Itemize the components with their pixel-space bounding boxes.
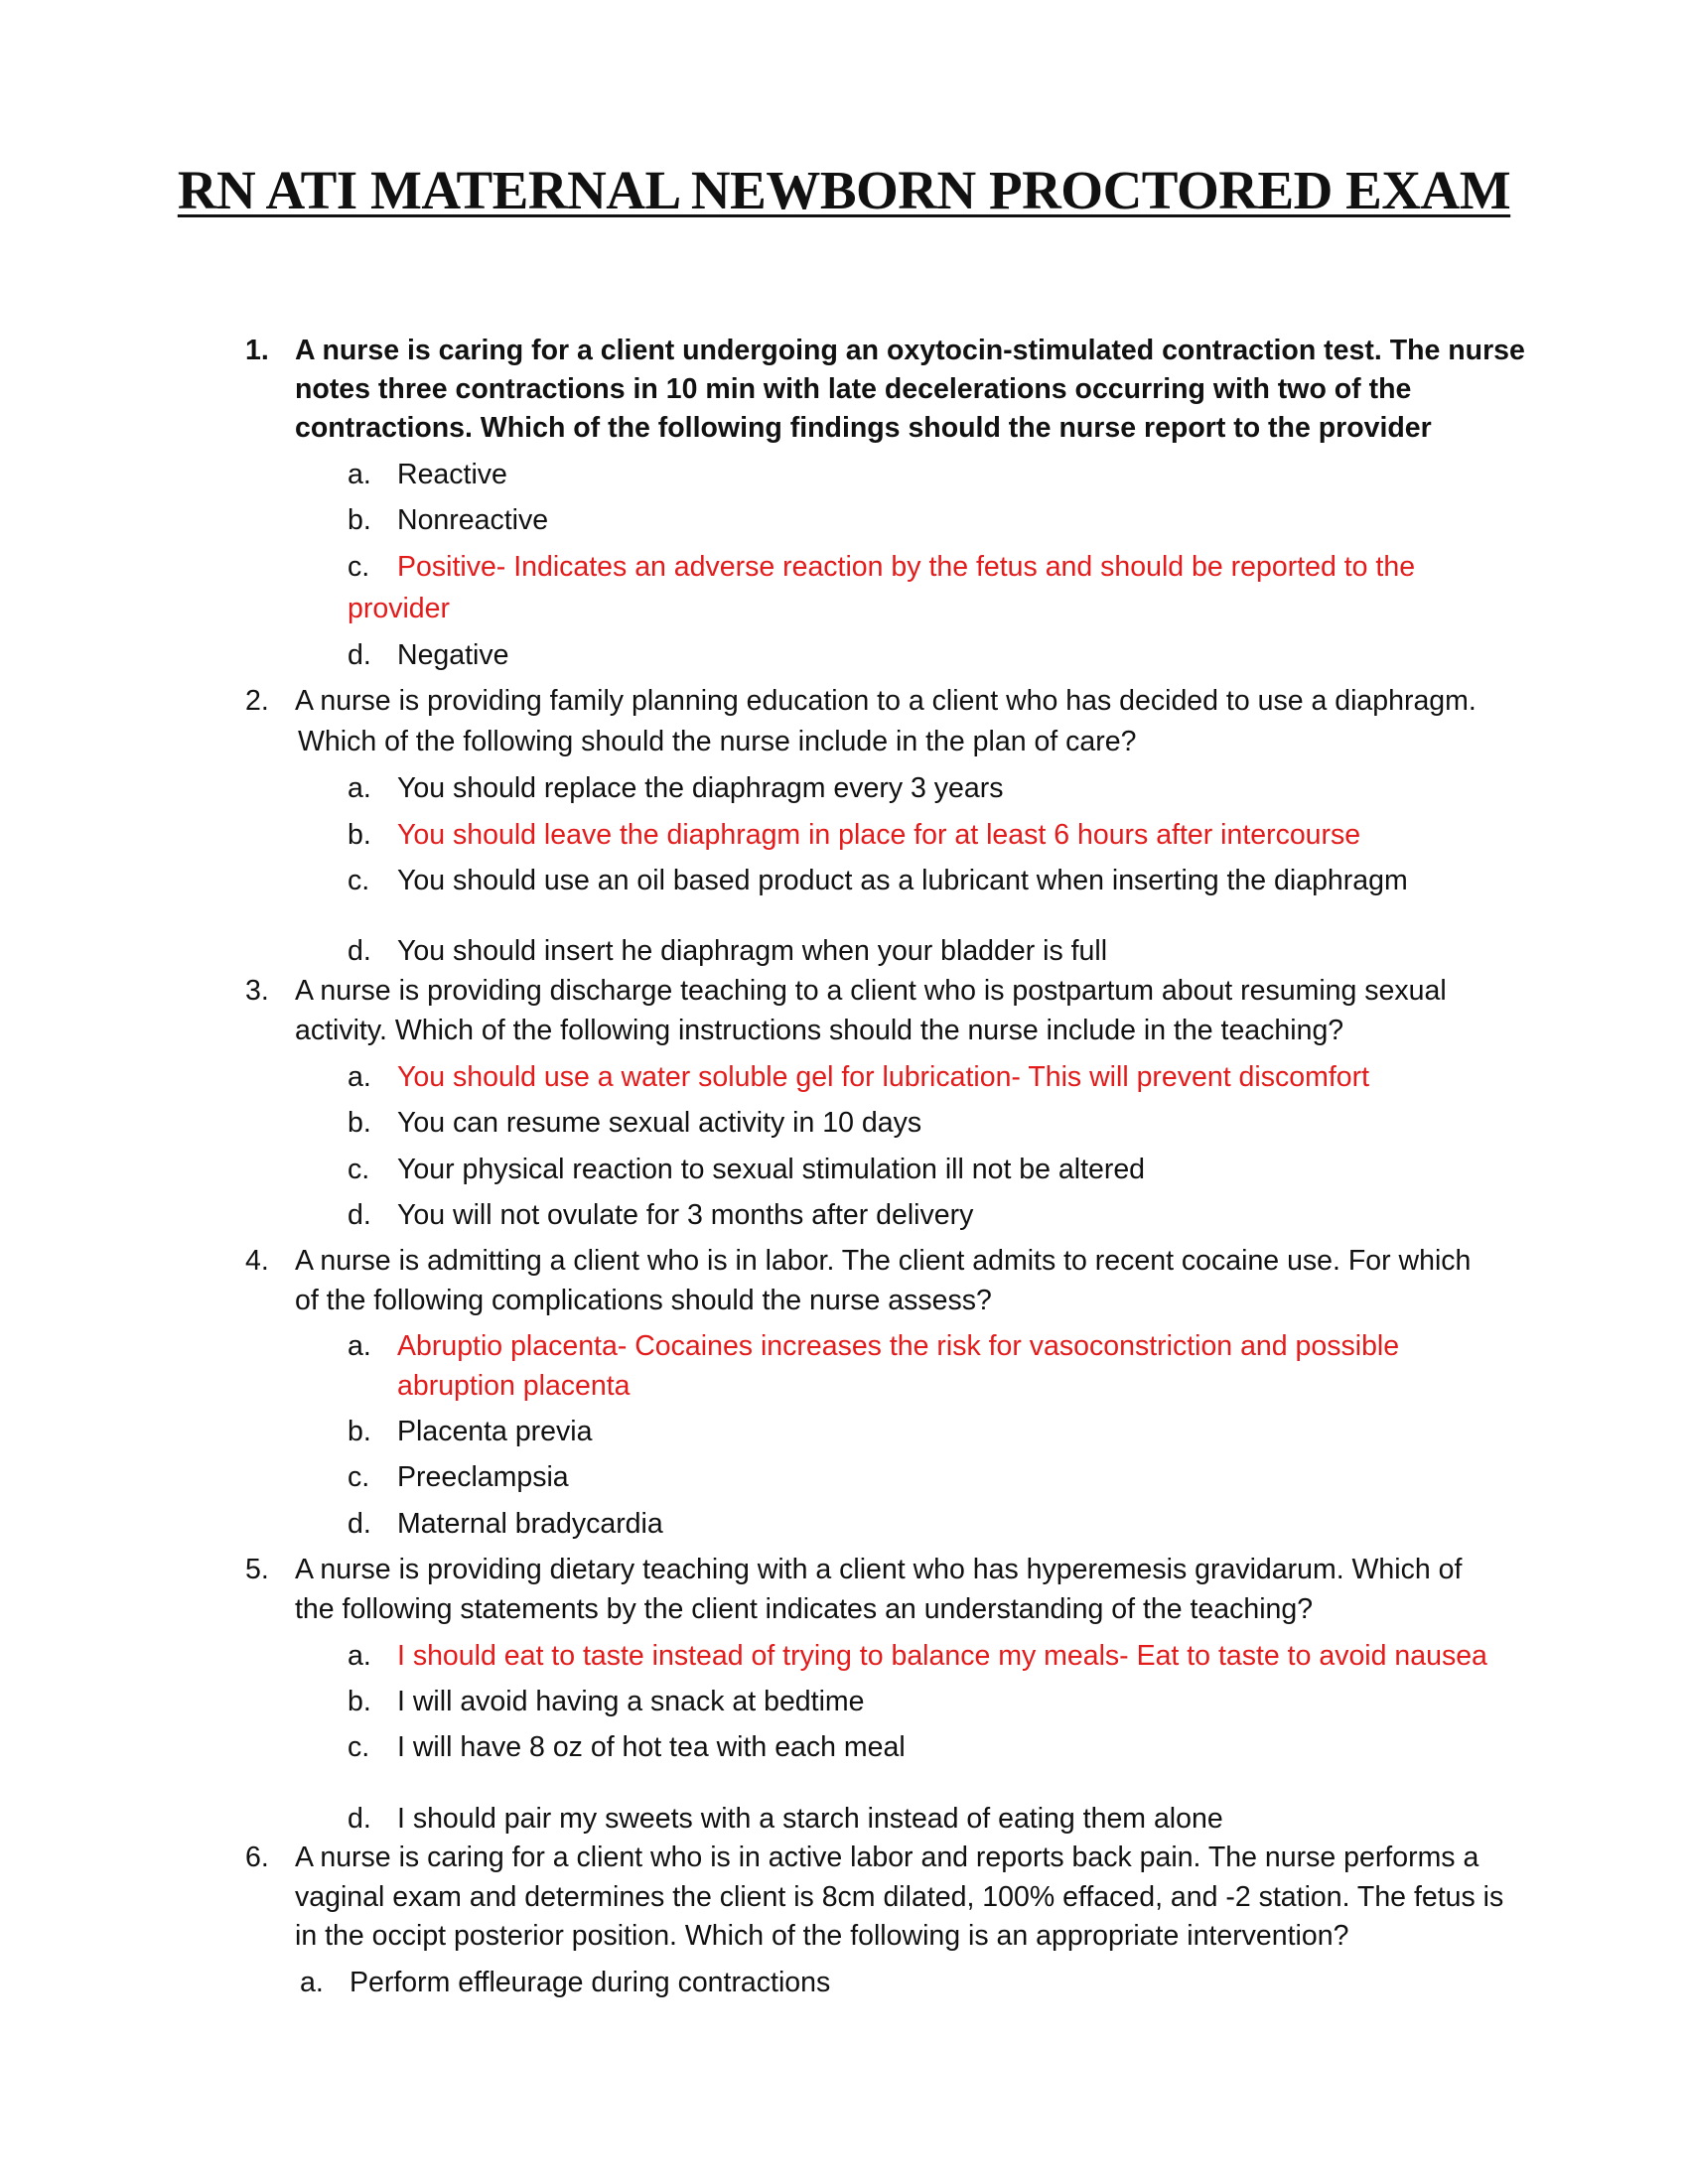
option-letter: a. xyxy=(300,1967,324,1998)
question-number: 6. xyxy=(245,1842,269,1873)
question-stem-line: activity. Which of the following instructions should the nurse include in the teaching? xyxy=(295,1015,1344,1046)
option-letter: a. xyxy=(348,1640,371,1672)
option-letter: c. xyxy=(348,1154,370,1185)
option-text: You should replace the diaphragm every 3 years xyxy=(397,772,1004,804)
question-number: 4. xyxy=(245,1245,269,1277)
option-text: Negative xyxy=(397,639,509,671)
correct-answer-text: You should leave the diaphragm in place for at least 6 hours after intercourse xyxy=(397,819,1361,851)
correct-answer-text: Positive- Indicates an adverse reaction by the fetus and should be reported to the xyxy=(397,551,1416,583)
option-letter: a. xyxy=(348,1061,371,1093)
question-number: 5. xyxy=(245,1554,269,1585)
option-text: Perform effleurage during contractions xyxy=(350,1967,831,1998)
option-letter: b. xyxy=(348,1107,371,1139)
correct-answer-text: Abruptio placenta- Cocaines increases the risk for vasoconstriction and possible xyxy=(397,1330,1400,1362)
question-stem-line: A nurse is providing discharge teaching to a client who is postpartum about resuming sexual xyxy=(295,975,1447,1007)
option-text: You can resume sexual activity in 10 days xyxy=(397,1107,922,1139)
option-letter: c. xyxy=(348,1731,370,1763)
question-stem-line: the following statements by the client indicates an understanding of the teaching? xyxy=(295,1593,1314,1625)
option-letter: b. xyxy=(348,819,371,851)
page-title: RN ATI MATERNAL NEWBORN PROCTORED EXAM xyxy=(177,160,1511,220)
correct-answer-text: abruption placenta xyxy=(397,1370,631,1402)
question-number: 1. xyxy=(245,335,269,366)
option-text: I will have 8 oz of hot tea with each meal xyxy=(397,1731,906,1763)
option-text: You will not ovulate for 3 months after delivery xyxy=(397,1199,974,1231)
option-letter: c. xyxy=(348,865,370,896)
option-text: Reactive xyxy=(397,459,507,490)
option-text: Nonreactive xyxy=(397,504,549,536)
option-letter: c. xyxy=(348,1461,370,1493)
option-letter: d. xyxy=(348,935,371,967)
option-letter: d. xyxy=(348,639,371,671)
option-text: Placenta previa xyxy=(397,1416,593,1447)
option-letter: b. xyxy=(348,1686,371,1717)
question-stem-line: contractions. Which of the following findings should the nurse report to the provider xyxy=(295,412,1432,444)
option-letter: a. xyxy=(348,1330,371,1362)
question-stem-line: A nurse is providing family planning education to a client who has decided to use a diaphragm. xyxy=(295,685,1477,717)
option-text: You should insert he diaphragm when your bladder is full xyxy=(397,935,1108,967)
question-stem-line: A nurse is caring for a client who is in active labor and reports back pain. The nurse performs a xyxy=(295,1842,1479,1873)
question-stem-line: A nurse is providing dietary teaching with a client who has hyperemesis gravidarum. Which of xyxy=(295,1554,1463,1585)
question-number: 3. xyxy=(245,975,269,1007)
question-stem-line: of the following complications should the nurse assess? xyxy=(295,1285,992,1316)
option-text: Your physical reaction to sexual stimulation ill not be altered xyxy=(397,1154,1146,1185)
correct-answer-text: provider xyxy=(348,593,450,624)
question-stem-line: in the occipt posterior position. Which of the following is an appropriate intervention? xyxy=(295,1920,1349,1952)
option-text: Preeclampsia xyxy=(397,1461,569,1493)
question-number: 2. xyxy=(245,685,269,717)
option-text: I should pair my sweets with a starch instead of eating them alone xyxy=(397,1803,1223,1835)
option-letter: b. xyxy=(348,1416,371,1447)
question-stem-line: notes three contractions in 10 min with late decelerations occurring with two of the xyxy=(295,373,1412,405)
option-letter: b. xyxy=(348,504,371,536)
option-text: I will avoid having a snack at bedtime xyxy=(397,1686,865,1717)
question-stem-line: vaginal exam and determines the client is 8cm dilated, 100% effaced, and -2 station. The fetus is xyxy=(295,1881,1504,1913)
correct-answer-text: You should use a water soluble gel for lubrication- This will prevent discomfort xyxy=(397,1061,1370,1093)
option-letter: d. xyxy=(348,1803,371,1835)
option-letter: d. xyxy=(348,1199,371,1231)
option-letter: a. xyxy=(348,772,371,804)
question-stem-line: A nurse is caring for a client undergoing an oxytocin-stimulated contraction test. The nurse xyxy=(295,335,1525,366)
correct-answer-text: I should eat to taste instead of trying to balance my meals- Eat to taste to avoid nausea xyxy=(397,1640,1487,1672)
option-text: You should use an oil based product as a lubricant when inserting the diaphragm xyxy=(397,865,1408,896)
question-stem-line: A nurse is admitting a client who is in labor. The client admits to recent cocaine use. For which xyxy=(295,1245,1472,1277)
option-letter: d. xyxy=(348,1508,371,1540)
question-stem-line: Which of the following should the nurse include in the plan of care? xyxy=(298,726,1137,757)
option-letter: c. xyxy=(348,551,370,583)
option-letter: a. xyxy=(348,459,371,490)
option-text: Maternal bradycardia xyxy=(397,1508,663,1540)
